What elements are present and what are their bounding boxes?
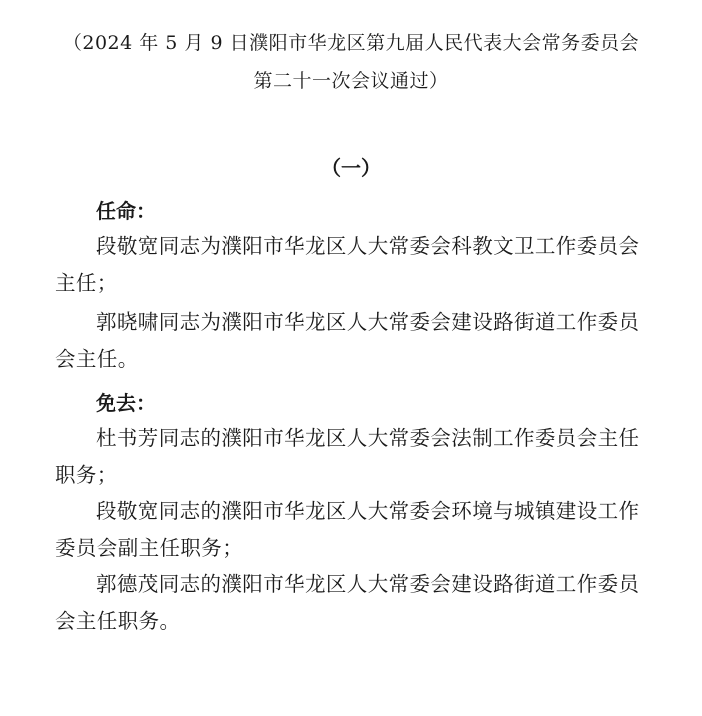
appointment-item-2: 郭晓啸同志为濮阳市华龙区人大常委会建设路街道工作委员会主任。 (55, 310, 640, 371)
header-line-1: （2024 年 5 月 9 日濮阳市华龙区第九届人民代表大会常务委员会 (62, 32, 640, 54)
removal-heading: 免去： (96, 391, 156, 415)
removal-item-3: 郭德茂同志的濮阳市华龙区人大常委会建设路街道工作委员会主任职务。 (55, 572, 640, 633)
removal-item-2: 段敬宽同志的濮阳市华龙区人大常委会环境与城镇建设工作委员会副主任职务； (55, 499, 640, 560)
section-number: （一） (321, 156, 381, 180)
removal-item-1: 杜书芳同志的濮阳市华龙区人大常委会法制工作委员会主任职务； (55, 426, 640, 487)
header-line-2: 第二十一次会议通过） (253, 70, 449, 92)
appointment-heading: 任命： (96, 199, 156, 223)
appointment-item-1: 段敬宽同志为濮阳市华龙区人大常委会科教文卫工作委员会主任； (55, 234, 640, 295)
